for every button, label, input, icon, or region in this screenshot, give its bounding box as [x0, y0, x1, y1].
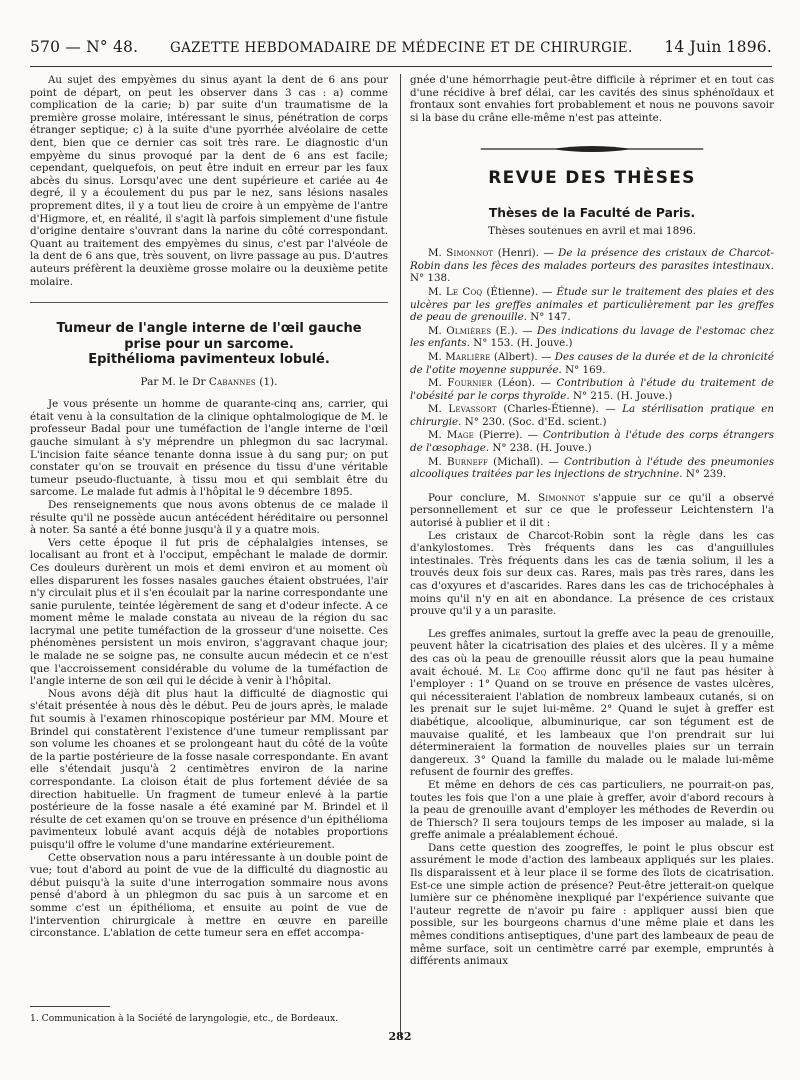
continuation-paragraph: gnée d'une hémorrhagie peut-être difficile à réprimer et en tout cas d'une récidive à bref délai, car les cavités des sinus sphénoïdaux et frontaux sont envahies fort probablement et nous ne pouvons savoir si la base du crâne elle-même n'est pas atteinte.: [410, 74, 774, 124]
thesis-given-name: (Michaïl). —: [488, 455, 564, 468]
left-column: [30, 74, 392, 940]
article-paragraph: Cette observation nous a paru intéressante à un double point de vue; tout d'abord au point de vue de la difficulté du diagnostic au début puisqu'à la suite d'une interrogation sommaire nous avons pensé d'abord à un phlegmon du sac puis à un sarcome et en somme c'est un épithélioma, et ensuite au point de vue de l'intervention chirurgicale à mettre en œuvre en pareille circonstance. L'ablation de cette tumeur sera en effet accompa-: [30, 851, 388, 940]
author-footnote-ref: (1).: [255, 375, 278, 388]
thesis-given-name: (Henri). —: [493, 247, 559, 260]
conclusion-paragraph: [410, 492, 774, 530]
zoogreffes-paragraph: Dans cette question des zoogreffes, le point le plus obscur est assurément le mode d'action des lambeaux appliqués sur les plaies. Ils disparaissent et à leur place il se forme des îlots de cicatrisation. Est-ce une simple action de présence? Peut-être jetterait-on quelque lumière sur ce phénomène inexpliqué par l'expérience suivante que l'auteur regrette de n'avoir pu faire : appliquer aussi bien que possible, sur les bourgeons charnus d'une même plaie et dans les mêmes conditions antiseptiques, d'une part des lambeaux de peau de même surface, soit un centimètre carré par exemple, empruntés à différents animaux: [410, 841, 774, 968]
thesis-ref: N° 230. (Soc. d'Ed. scient.): [461, 415, 607, 428]
thesis-entry: M. Simonnot (Henri). — De la présence des cristaux de Charcot-Robin dans les fèces des malades porteurs des parasites intestinaux. N° 138.: [410, 247, 774, 285]
thesis-given-name: (Charles-Étienne). —: [496, 403, 623, 416]
thesis-entry: M. Olmières (E.). — Des indications du lavage de l'estomac chez les enfants. N° 153. (H. Jouve.): [410, 324, 774, 350]
thesis-given-name: (Léon). —: [492, 377, 557, 390]
thesis-entry: M. Fournier (Léon). — Contribution à l'étude du traitement de l'obésité par le corps thyroïde. N° 215. (H. Jouve.): [410, 377, 775, 402]
thesis-author: Le Coq: [445, 285, 483, 298]
thesis-ref: N° 239.: [682, 468, 727, 481]
thesis-author: Marlière: [445, 350, 491, 363]
thesis-author: Simonnot: [446, 247, 494, 260]
thesis-author: Burneff: [446, 455, 489, 468]
subsection-note: Thèses soutenues en avril et mai 1896.: [487, 224, 696, 237]
column-divider: [400, 74, 401, 1038]
author-name: Cabannes: [208, 375, 256, 388]
theses-list: [410, 247, 774, 481]
header-date: 14 Juin 1896.: [664, 38, 772, 56]
header-rule: [30, 66, 772, 67]
author-prefix: Par M. le Dr: [140, 375, 209, 388]
thesis-entry: M. Marlière (Albert). — Des causes de la durée et de la chronicité de l'otite moyenne suppurée. N° 169.: [410, 350, 774, 376]
article-paragraph: Je vous présente un homme de quarante-cinq ans, carrier, qui était venu à la consultation de la clinique ophtalmologique de M. le professeur Badal pour une tuméfaction de l'angle interne de l'œil gauche simulant à s'y méprendre un phlegmon du sac lacrymal. L'incision faite séance tenante donna issue à du sang pur; on put constater qu'on se trouvait en présence du tissu d'une véritable tumeur pseudo-fluctuante, à tissu mou et qui semblait être du sarcome. Le malade fut admis à l'hôpital le 9 décembre 1895.: [30, 398, 388, 499]
article-paragraph: Des renseignements que nous avons obtenus de ce malade il résulte qu'il ne possède aucun antécédent héréditaire ou personnel à noter. Sa santé a été bonne jusqu'à il y a quatre mois.: [30, 498, 388, 537]
thesis-author: Levassort: [448, 403, 497, 416]
thesis-ref: N° 147.: [526, 311, 571, 324]
thesis-title: Des indications du lavage de l'estomac chez les enfants.: [410, 324, 774, 350]
greffes-paragraph: [410, 628, 774, 779]
header-issue: 570 — N° 48.: [30, 38, 139, 56]
thesis-title: De la présence des cristaux de Charcot-Robin dans les fèces des malades porteurs des parasites intestinaux.: [410, 247, 774, 272]
footnote: 1. Communication à la Société de laryngologie, etc., de Bordeaux.: [30, 1013, 339, 1024]
thesis-entry: M. Burneff (Michaïl). — Contribution à l'étude des pneumonies alcooliques traitées par les injections de strychnine. N° 239.: [410, 455, 774, 481]
thesis-ref: N° 138.: [410, 272, 451, 285]
ornament-divider-icon: [410, 142, 774, 156]
thesis-title: Des causes de la durée et de la chronicité de l'otite moyenne suppurée.: [410, 350, 774, 376]
quote-paragraph: Les cristaux de Charcot-Robin sont la règle dans les cas d'ankylostomes. Très fréquents dans les cas d'anguillules intestinales. Très fréquents dans les cas de tænia solium, il les a trouvés deux fois sur deux cas. Rares, mais pas très rares, dans les cas d'oxyures et d'ascarides. Rares dans les cas de trichocéphales à moins qu'il n'y en ait en abondance. La présence de ces cristaux prouve qu'il y a un parasite.: [410, 529, 774, 618]
thesis-title: Étude sur le traitement des plaies et des ulcères par les greffes animales et particulièrement par les greffes de peau de grenouille.: [410, 285, 775, 324]
greffes-part-a: Les greffes animales, surtout la greffe avec la peau de grenouille, peuvent hâter la cicatrisation des plaies et des ulcères. Il y a même des cas où la peau de grenouille réussit alors que la peau humaine avait échoué. M.: [410, 627, 774, 678]
thesis-title: Contribution à l'étude des corps étrangers de l'œsophage.: [410, 429, 774, 455]
thesis-title: Contribution à l'étude du traitement de l'obésité par le corps thyroïde.: [410, 377, 775, 402]
right-column: [406, 74, 774, 968]
conclusion-rest: s'appuie sur ce qu'il a observé personnellement et sur ce que le professeur Leichtenstern l'a autorisé à publier et il dit :: [410, 491, 774, 530]
spacer: [410, 618, 774, 628]
conclusion-prefix: Pour conclure, M.: [428, 491, 539, 504]
running-header: [30, 38, 772, 60]
greffes-part-b: affirme donc qu'il ne faut pas hésiter à l'employer : 1° Quand on se trouve en présence de vastes ulcères, qui nécessiteraient l'ablation de nombreux lambeaux cutanés, si on les prenait sur le sujet lui-même. 2° Quand le sujet à greffer est diabétique, alcoolique, albuminurique, car son tégument est de mauvaise qualité, et les lambeaux que l'on prendrait sur lui détermineraient la formation de nouvelles plaies sur un terrain dangereux. 3° Quand la famille du malade ou le malade lui-même refusent de fournir des greffes.: [410, 665, 774, 779]
thesis-ref: N° 153. (H. Jouve.): [469, 337, 573, 350]
article-title-line-2: prise pour un sarcome.: [124, 336, 294, 352]
article-author: [30, 376, 388, 389]
thesis-given-name: (E.). —: [491, 324, 537, 337]
thesis-title: Contribution à l'étude des pneumonies alcooliques traitées par les injections de strychnine.: [410, 455, 774, 481]
thesis-title: La stérilisation pratique en chirurgie.: [410, 403, 775, 428]
thesis-entry: M. Mage (Pierre). — Contribution à l'étude des corps étrangers de l'œsophage. N° 238. (H. Jouve.): [410, 429, 774, 455]
thesis-given-name: (Albert). —: [490, 350, 555, 363]
thesis-given-name: (Étienne). —: [482, 285, 557, 298]
thesis-ref: N° 238. (H. Jouve.): [489, 442, 592, 455]
meme-paragraph: Et même en dehors de ces cas particuliers, ne pourrait-on pas, toutes les fois que l'on a une plaie à greffer, avoir d'abord recours à la peau de grenouille avant d'employer les méthodes de Reverdin ou de Thiersch? Il sera toujours temps de les imposer au malade, si la greffe animale a préalablement échoué.: [410, 778, 774, 842]
thesis-entry: M. Le Coq (Étienne). — Étude sur le traitement des plaies et des ulcères par les greffes animales et particulièrement par les greffes de peau de grenouille. N° 147.: [410, 285, 775, 324]
header-journal-title: GAZETTE HEBDOMADAIRE DE MÉDECINE ET DE CHIRURGIE.: [169, 40, 633, 56]
article-title-line-3: Epithélioma pavimenteux lobulé.: [88, 352, 330, 368]
article-separator: [30, 302, 388, 303]
thesis-entry: M. Levassort (Charles-Étienne). — La stérilisation pratique en chirurgie. N° 230. (Soc. d'Ed. scient.): [410, 403, 775, 428]
thesis-author: Fournier: [447, 377, 493, 390]
thesis-given-name: (Pierre). —: [473, 429, 543, 442]
page-number: 282: [388, 1030, 412, 1043]
spacer: [410, 482, 774, 492]
thesis-ref: N° 215. (H. Jouve.): [569, 389, 673, 402]
subsection-title: Thèses de la Faculté de Paris.: [488, 205, 696, 220]
thesis-author: Mage: [446, 429, 474, 442]
section-title: REVUE DES THÈSES: [488, 168, 696, 189]
greffes-author: Le Coq: [508, 665, 547, 678]
article-paragraph: Nous avons déjà dit plus haut la difficulté de diagnostic qui s'était présentée à nous dès le début. Peu de jours après, le malade fut soumis à l'examen rhinoscopique postérieur par MM. Moure et Brindel qui constatèrent l'existence d'une tumeur remplissant par son volume les choanes et se prolongeant haut du côté de la voûte de la partie postérieure de la fosse nasale correspondante. En avant elle s'étendait jusqu'à 2 centimètres environ de la narine correspondante. La cloison était de plus fortement déviée de sa direction habituelle. Un fragment de tumeur enlevé à la partie postérieure de la fosse nasale a été examiné par M. Brindel et il résulte de cet examen qu'on se trouve en présence d'un épithélioma pavimenteux lobulé avant acquis déjà de notables proportions puisqu'il offre le volume d'une mandarine extérieurement.: [30, 687, 388, 851]
intro-paragraph: Au sujet des empyèmes du sinus ayant la dent de 6 ans pour point de départ, on peut les observer dans 3 cas : a) comme complication de la carie; b) par suite d'un traumatisme de la première grosse molaire, intéressant le sinus, pénétration de corps étranger septique; c) à la suite d'une pyorrhée alvéolaire de cette dent, bien que ce dernier cas soit très rare. Le diagnostic d'un empyème du sinus provoqué par la dent de 6 ans est facile; cependant, quelquefois, on peut être induit en erreur par les faux abcès du sinus. Lorsqu'avec une dent supérieure et cariée au 4e degré, il y a écoulement du pus par le nez, sans lésions nasales proprement dites, il y a tout lieu de croire à un empyème de l'antre d'Higmore, et, en réalité, il s'agit là parfois simplement d'une fistule d'origine dentaire s'ouvrant dans la narine du côté correspondant. Quant au traitement des empyèmes du sinus, c'est par l'alvéole de la dent de 6 ans que, très souvent, on livre passage au pus. D'autres auteurs préfèrent la deuxième grosse molaire ou la deuxième petite molaire.: [30, 74, 388, 288]
article-title-line-1: Tumeur de l'angle interne de l'œil gauche: [56, 321, 362, 337]
footnote-rule: [30, 1006, 110, 1007]
article-title: [30, 321, 388, 368]
article-paragraph: Vers cette époque il fut pris de céphalalgies intenses, se localisant au front et à l'occiput, empêchant le malade de dormir. Ces douleurs durèrent un mois et demi environ et au moment où elles disparurent les fosses nasales gauches étaient obstruées, l'air n'y circulait plus et il s'en écoulait par la narine correspondante une sanie purulente, teintée légèrement de sang et d'odeur infecte. A ce moment même le malade constata au niveau de la région du sac lacrymal une petite tuméfaction de la grosseur d'une noisette. Ces phénomènes persistent un mois environ, s'aggravant chaque jour; le malade ne se soigne pas, ne consulte aucun médecin et ce n'est que l'accroissement considérable du volume de la tuméfaction de l'angle interne de son œil qui le décide à venir à l'hôpital.: [30, 536, 388, 688]
thesis-ref: N° 169.: [561, 363, 606, 376]
conclusion-author: Simonnot: [538, 491, 586, 504]
thesis-author: Olmières: [446, 324, 492, 337]
